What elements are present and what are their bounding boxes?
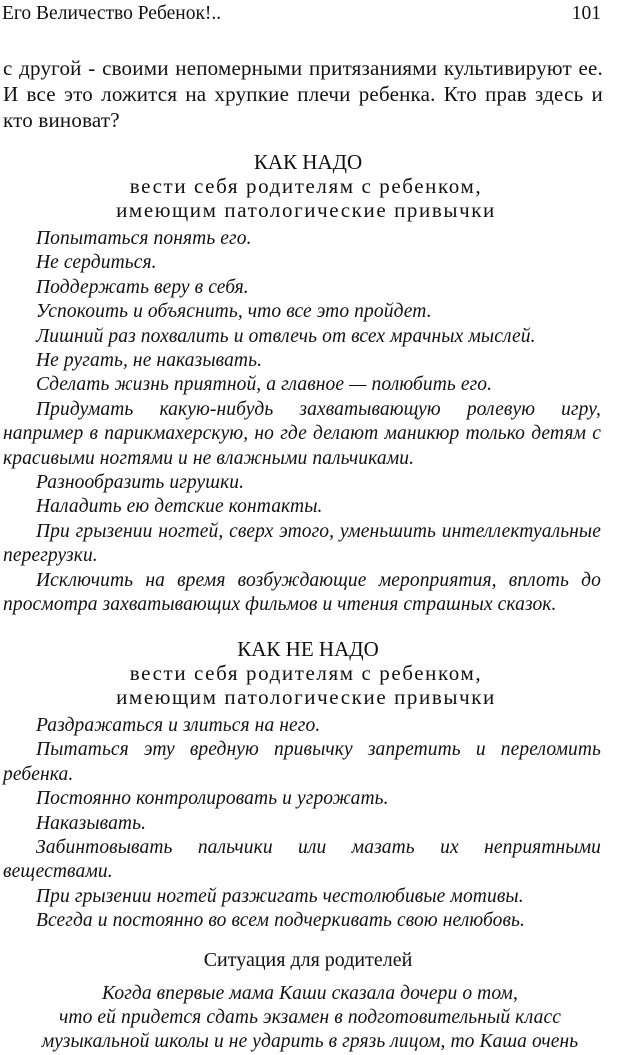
do-item: Исключить на время возбуждающие мероприятия, вплоть до просмотра захватывающих фильмов и чтения страшных сказок. [3,569,601,616]
dont-item: Всегда и постоянно во всем подчеркивать свою нелюбовь. [36,910,525,932]
dont-item: Постоянно контролировать и угрожать. [36,788,389,810]
do-subheading-line1: вести себя родителям с ребенком, [129,174,483,198]
do-item: Успокоить и объяснить, что все это пройдет. [36,301,432,323]
do-heading-block [0,150,620,222]
dont-item: Пытаться эту вредную привычку запретить и переломить ребенка. [3,739,601,785]
dont-item: Забинтовывать пальчики или мазать их неприятными веществами. [3,837,601,883]
dont-subheading-line2: имеющим патологические привычки [116,685,496,709]
dont-list [3,714,601,934]
do-item: Не сердиться. [36,252,157,274]
situation-text [0,982,620,1055]
do-item: Сделать жизнь приятной, а главное — полюбить его. [36,374,493,396]
dont-item: При грызении ногтей разжигать честолюбивые мотивы. [36,885,524,907]
page-number: 101 [571,3,601,24]
dont-subheading-line1: вести себя родителям с ребенком, [129,661,483,685]
do-list [3,227,601,618]
dont-item: Раздражаться и злиться на него. [36,715,321,736]
do-item: Не ругать, не наказывать. [36,350,263,372]
do-item: При грызении ногтей, сверх этого, уменьшить интеллектуальные перегрузки. [3,520,601,567]
do-item: Разнообразить игрушки. [36,472,245,494]
running-title: Его Величество Ребенок!.. [2,3,222,24]
do-heading: КАК НАДО [253,150,363,174]
situation-line: Когда впервые мама Каши сказала дочери о том, [102,983,518,1004]
running-header [2,2,602,28]
situation-line: что ей придется сдать экзамен в подготовительный класс [59,1007,561,1029]
do-item: Попытаться понять его. [36,228,252,249]
do-item: Поддержать веру в себя. [36,276,249,298]
dont-heading-block [0,637,620,709]
do-subheading-line2: имеющим патологические привычки [116,198,496,222]
do-item: Лишний раз похвалить и отвлечь от всех мрачных мыслей. [36,325,536,347]
do-item: Наладить ею детские контакты. [36,496,323,518]
dont-heading: КАК НЕ НАДО [237,637,379,661]
situation-title: Ситуация для родителей [203,949,413,971]
intro-paragraph: с другой - своими непомерными притязаниями культивируют ее. И все это ложится на хрупкие плечи ребенка. Кто прав здесь и кто виноват? [3,56,603,132]
do-item: Придумать какую-нибудь захватывающую ролевую игру, например в парикмахерскую, но где делают маникюр только детям с красивыми ногтями и не влажными пальчиками. [3,398,601,469]
dont-item: Наказывать. [36,812,147,834]
situation-line: музыкальной школы и не ударить в грязь лицом, то Каша очень [41,1031,579,1053]
